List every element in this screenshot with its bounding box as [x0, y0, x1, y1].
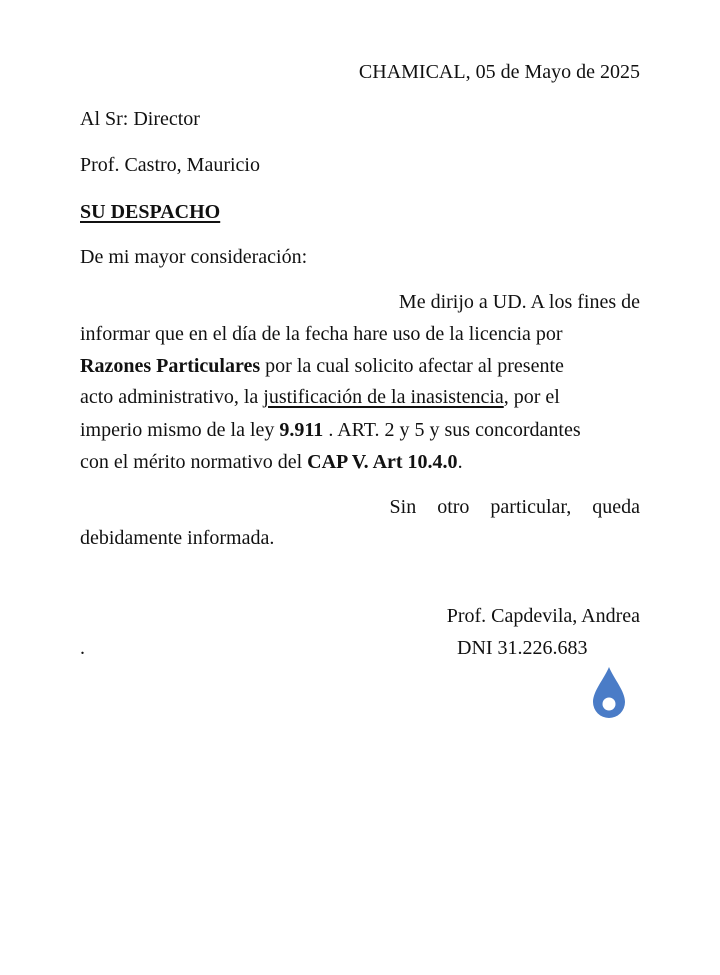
body-line-5-post: . ART. 2 y 5 y sus concordantes	[328, 419, 581, 441]
closing-line-1: Sin otro particular, queda	[389, 496, 640, 518]
body-line-5-pre: imperio mismo de la ley	[80, 419, 275, 441]
body-line-5	[80, 418, 581, 442]
signature-name: Prof. Capdevila, Andrea	[446, 605, 640, 627]
law-number: 9.911	[279, 419, 324, 441]
body-line-4-pre: acto administrativo, la	[80, 386, 259, 408]
body-line-2: informar que en el día de la fecha hare uso de la licencia por	[80, 323, 563, 345]
body-line-6	[80, 450, 463, 474]
signature-dot: .	[80, 637, 85, 659]
body-line-6-post: .	[457, 451, 463, 473]
water-drop-icon	[590, 665, 628, 721]
body-line-1: Me dirijo a UD. A los fines de	[398, 291, 640, 313]
body-line-3-text: por la cual solicito afectar al presente	[265, 355, 564, 377]
recipient-office: SU DESPACHO	[80, 201, 221, 223]
body-line-6-pre: con el mérito normativo del	[80, 451, 303, 473]
reason-bold: Razones Particulares	[80, 355, 261, 377]
justification-underlined: justificación de la inasistencia	[263, 386, 504, 408]
body-line-4-post: , por el	[503, 386, 560, 408]
recipient-title: Al Sr: Director	[80, 108, 200, 130]
body-line-3	[80, 354, 564, 378]
greeting: De mi mayor consideración:	[80, 246, 308, 268]
signature-dni: DNI 31.226.683	[457, 637, 588, 659]
chapter-article: CAP V. Art 10.4.0	[307, 451, 458, 473]
place-date: CHAMICAL, 05 de Mayo de 2025	[358, 61, 640, 83]
closing-line-2: debidamente informada.	[80, 527, 275, 549]
recipient-name: Prof. Castro, Mauricio	[80, 154, 260, 176]
body-line-4	[80, 385, 560, 409]
